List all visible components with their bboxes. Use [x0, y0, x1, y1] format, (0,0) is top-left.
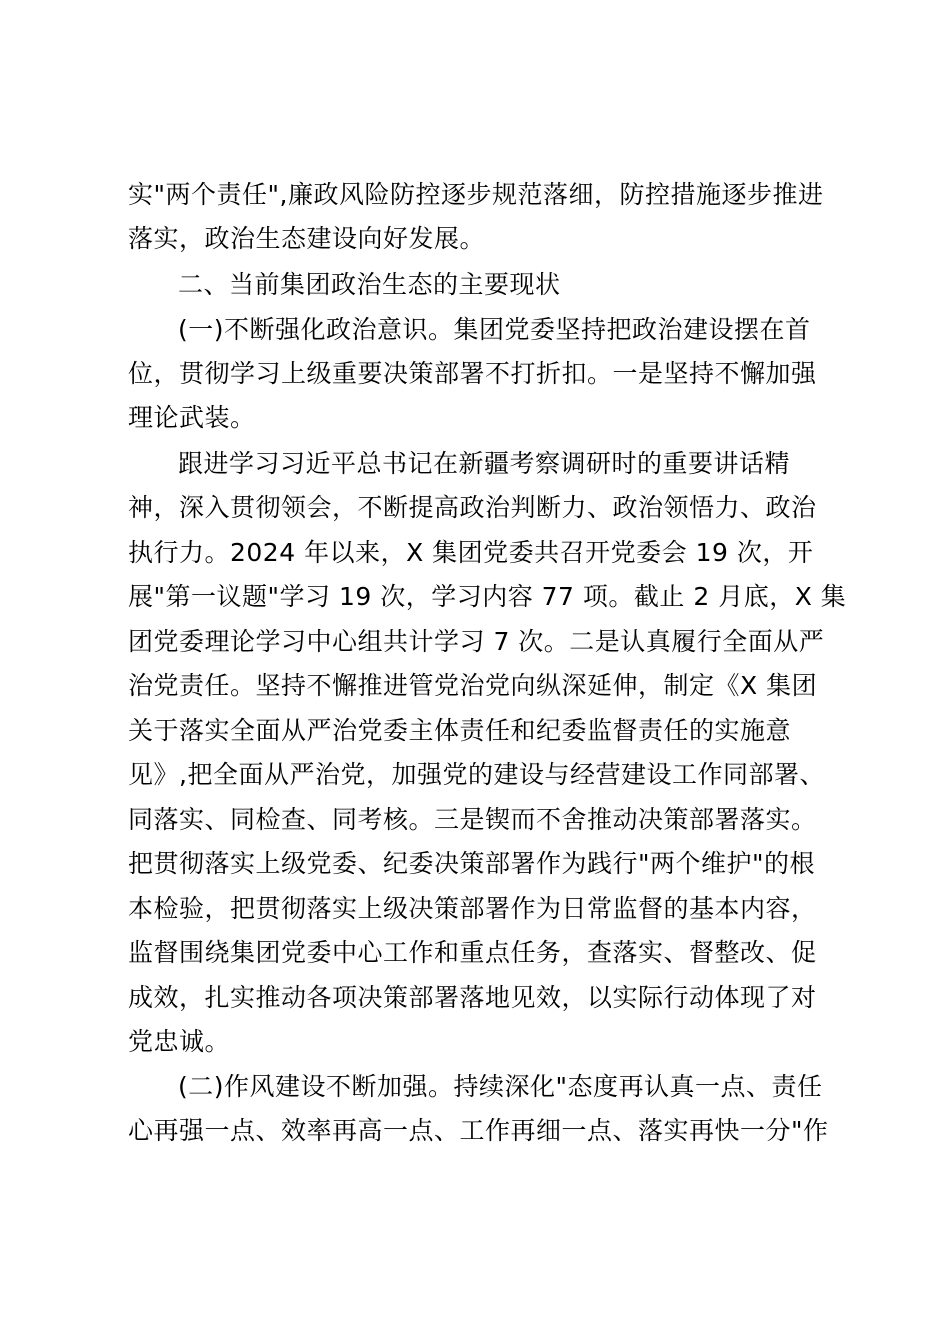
text-line: 党忠诚。: [128, 1027, 231, 1056]
text-line: 见》,把全面从严治党，加强党的建设与经营建设工作同部署、: [128, 760, 825, 789]
text-line: 执行力。2024 年以来，X 集团党委共召开党委会 19 次，开: [128, 538, 814, 567]
text-line: 关于落实全面从严治党委主体责任和纪委监督责任的实施意: [128, 716, 792, 745]
text-line: 本检验，把贯彻落实上级决策部署作为日常监督的基本内容，: [128, 894, 817, 923]
text-line: 落实，政治生态建设向好发展。: [128, 224, 486, 253]
text-line: 理论武装。: [128, 403, 256, 432]
text-line: 把贯彻落实上级党委、纪委决策部署作为践行"两个维护"的根: [128, 849, 816, 878]
text-line: 监督围绕集团党委中心工作和重点任务，查落实、督整改、促: [128, 938, 817, 967]
text-line: 心再强一点、效率再高一点、工作再细一点、落实再快一分"作: [128, 1116, 829, 1145]
text-line: 神，深入贯彻领会，不断提高政治判断力、政治领悟力、政治: [128, 493, 817, 522]
section-heading: 二、当前集团政治生态的主要现状: [178, 270, 561, 299]
text-line: 实"两个责任",廉政风险防控逐步规范落细，防控措施逐步推进: [128, 180, 824, 209]
text-line: 展"第一议题"学习 19 次，学习内容 77 项。截止 2 月底，X 集: [128, 582, 847, 611]
text-line: 成效，扎实推动各项决策部署落地见效，以实际行动体现了对: [128, 983, 817, 1012]
text-line: 跟进学习习近平总书记在新疆考察调研时的重要讲话精: [178, 449, 791, 478]
text-line: 团党委理论学习中心组共计学习 7 次。二是认真履行全面从严: [128, 627, 825, 656]
text-line: 同落实、同检查、同考核。三是锲而不舍推动决策部署落实。: [128, 805, 817, 834]
text-line: 治党责任。坚持不懈推进管党治党向纵深延伸，制定《X 集团: [128, 671, 818, 700]
text-line: 位，贯彻学习上级重要决策部署不打折扣。一是坚持不懈加强: [128, 359, 817, 388]
subsection-heading: (一)不断强化政治意识。集团党委坚持把政治建设摆在首: [178, 315, 811, 344]
subsection-heading: (二)作风建设不断加强。持续深化"态度再认真一点、责任: [178, 1072, 823, 1101]
